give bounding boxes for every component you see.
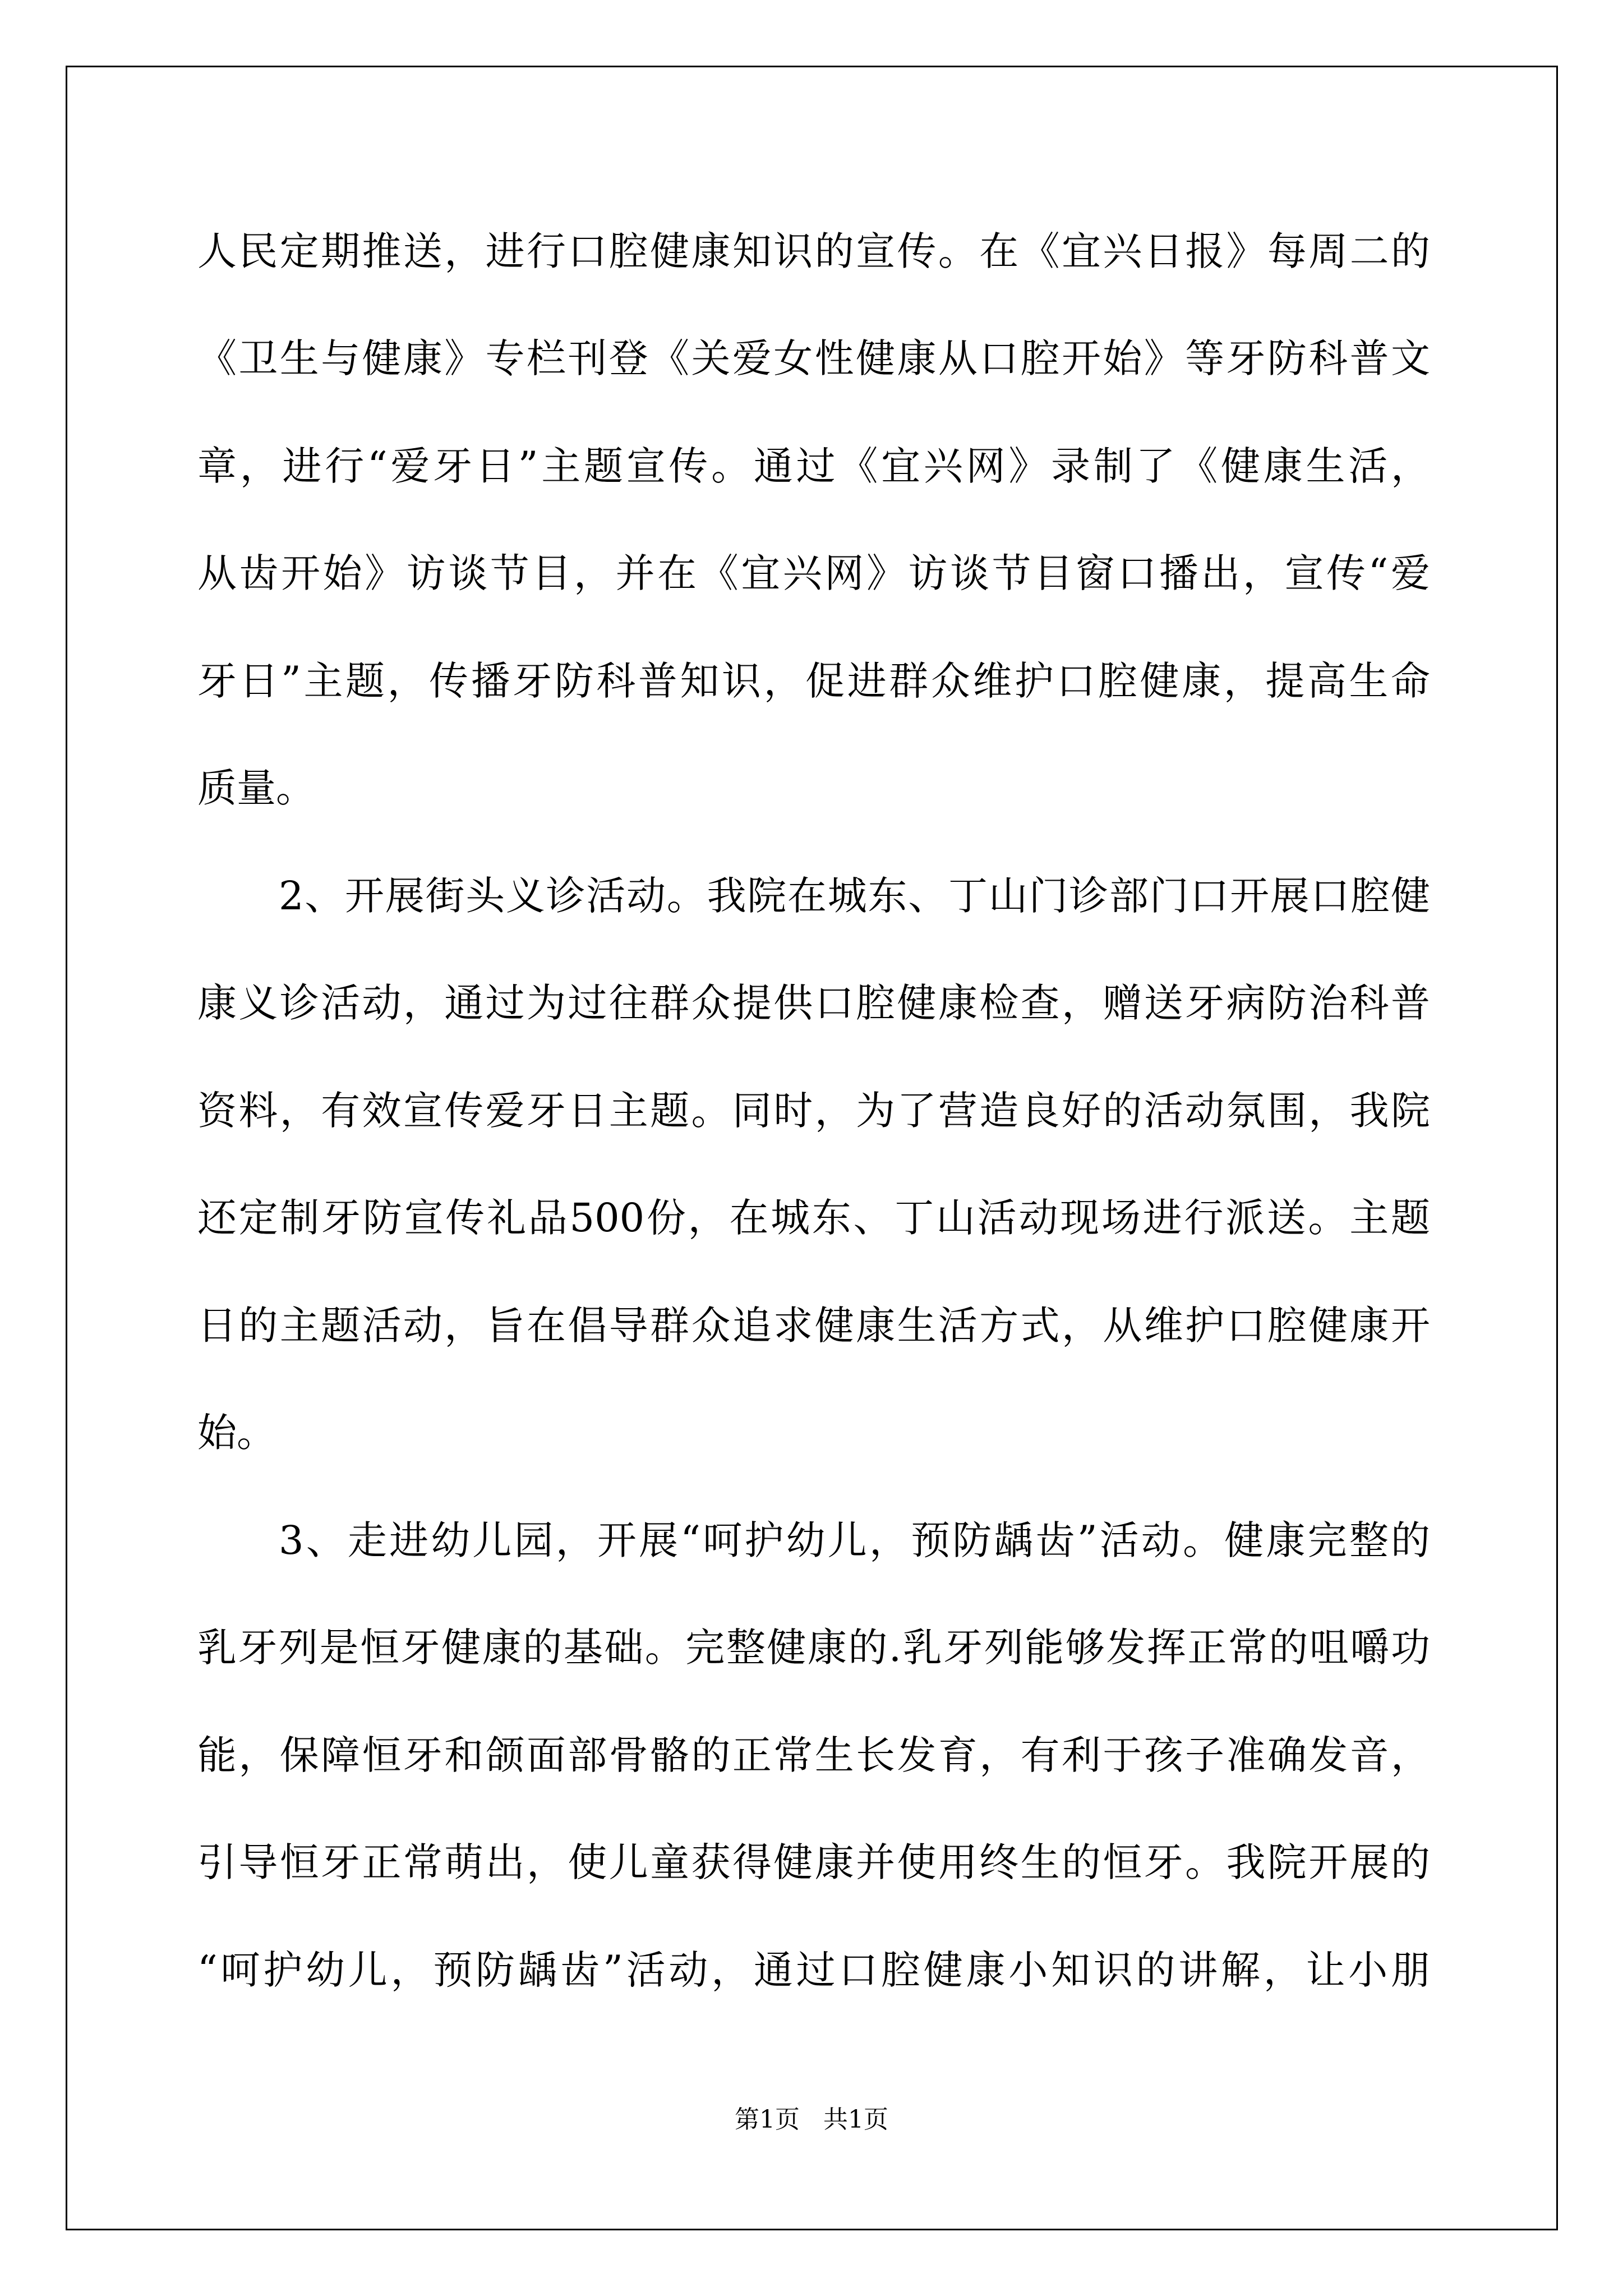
paragraph-start-line: 2、开展街头义诊活动。我院在城东、丁山门诊部门口开展口腔健 xyxy=(279,873,1430,919)
paragraph-start-line: 3、走进幼儿园，开展“呵护幼儿，预防龋齿”活动。健康完整的 xyxy=(279,1517,1430,1563)
text-line: 始。 xyxy=(197,1410,276,1456)
text-line: 资料，有效宣传爱牙日主题。同时，为了营造良好的活动氛围，我院 xyxy=(197,1088,1430,1134)
text-line: 引导恒牙正常萌出，使儿童获得健康并使用终生的恒牙。我院开展的 xyxy=(197,1839,1430,1885)
page-footer xyxy=(0,2099,1623,2135)
text-line: 日的主题活动，旨在倡导群众追求健康生活方式，从维护口腔健康开 xyxy=(197,1303,1430,1349)
text-line: 章，进行“爱牙日”主题宣传。通过《宜兴网》录制了《健康生活， xyxy=(197,443,1430,489)
text-line: 乳牙列是恒牙健康的基础。完整健康的.乳牙列能够发挥正常的咀嚼功 xyxy=(197,1625,1430,1671)
text-line: 能，保障恒牙和颌面部骨骼的正常生长发育，有利于孩子准确发音， xyxy=(197,1732,1430,1778)
page-number-current: 第1页 xyxy=(735,2105,800,2134)
text-line: 牙日”主题，传播牙防科普知识，促进群众维护口腔健康，提高生命 xyxy=(197,658,1430,704)
text-line: 从齿开始》访谈节目，并在《宜兴网》访谈节目窗口播出，宣传“爱 xyxy=(197,550,1430,596)
text-line: 《卫生与健康》专栏刊登《关爱女性健康从口腔开始》等牙防科普文 xyxy=(197,335,1430,381)
text-line: 还定制牙防宣传礼品500份，在城东、丁山活动现场进行派送。主题 xyxy=(197,1195,1430,1241)
text-line: “呵护幼儿，预防龋齿”活动，通过口腔健康小知识的讲解，让小朋 xyxy=(197,1947,1430,1993)
text-line: 康义诊活动，通过为过往群众提供口腔健康检查，赠送牙病防治科普 xyxy=(197,980,1430,1026)
text-line: 质量。 xyxy=(197,765,315,811)
text-line: 人民定期推送，进行口腔健康知识的宣传。在《宜兴日报》每周二的 xyxy=(197,228,1430,274)
page-number-total: 共1页 xyxy=(823,2105,888,2134)
